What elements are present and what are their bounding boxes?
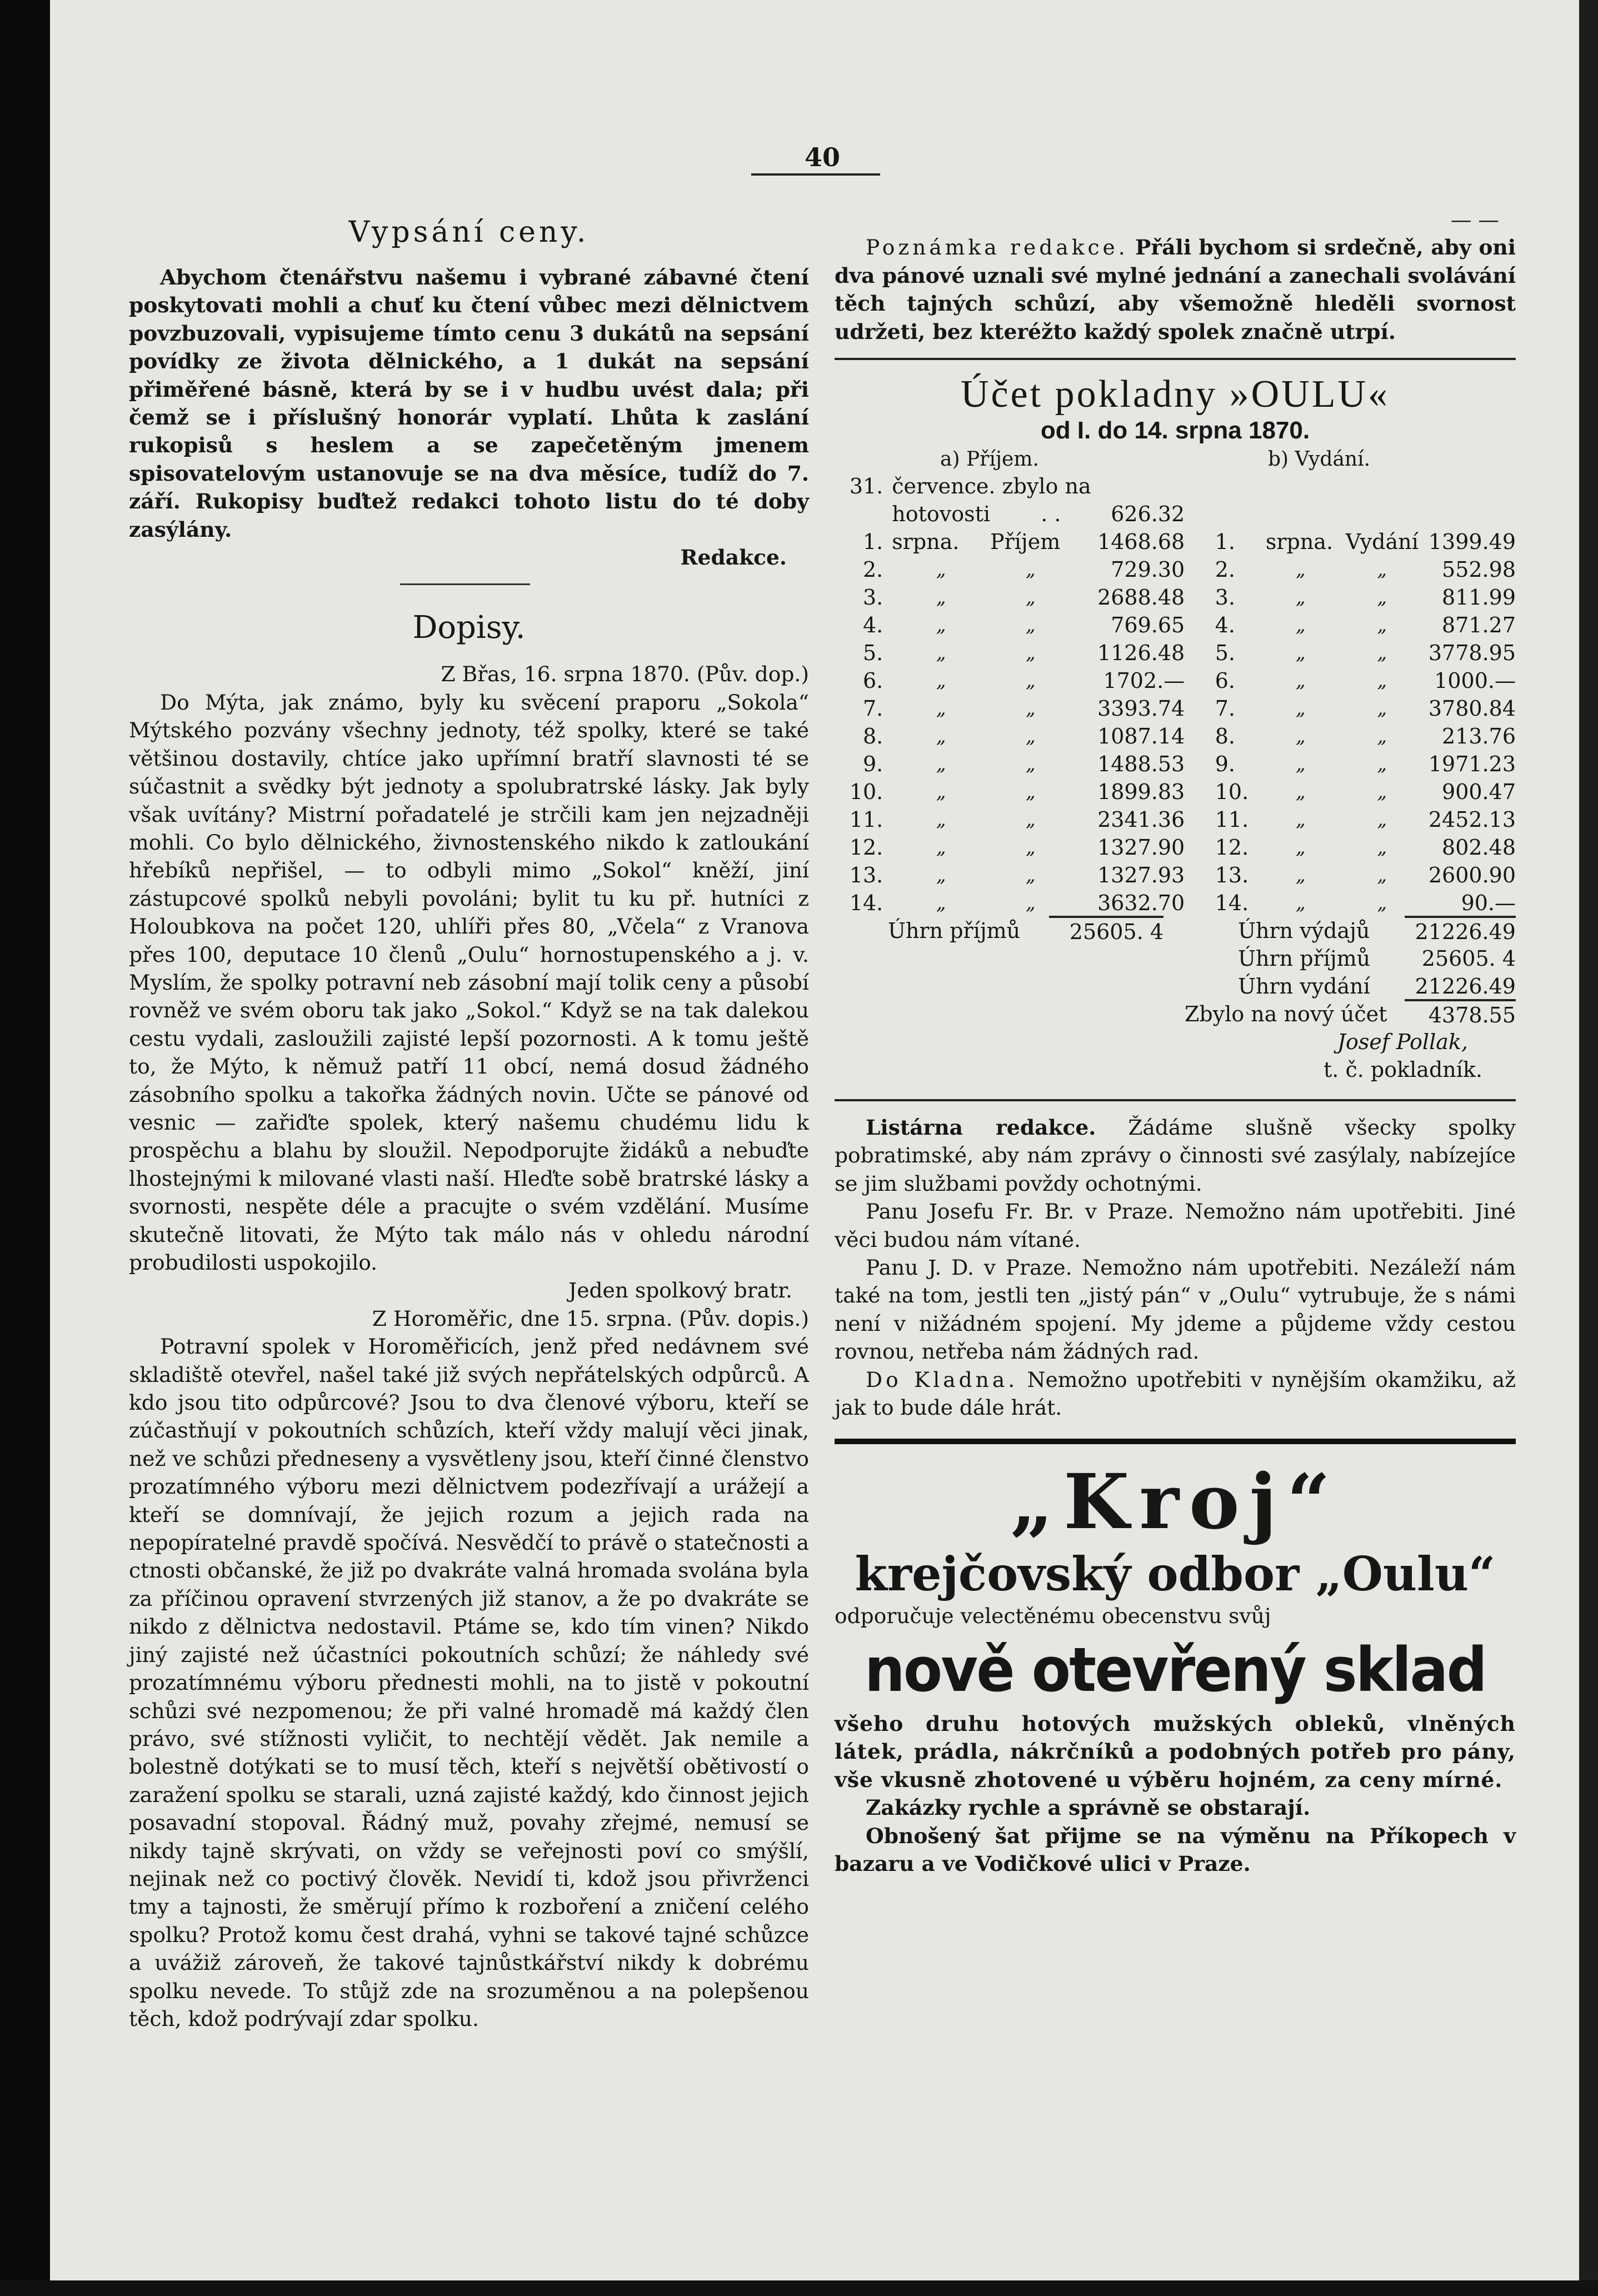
ledger-income-day: 14. bbox=[849, 891, 883, 916]
rule-before-ad bbox=[835, 1439, 1516, 1444]
page-number-rule bbox=[751, 173, 880, 176]
treasurer-name: Josef Pollak, bbox=[1337, 1030, 1468, 1055]
ledger-income-amount: 1488.53 bbox=[1097, 752, 1185, 777]
ucet-subtitle: od I. do 14. srpna 1870. bbox=[1040, 417, 1310, 445]
ledger-income-type: „ bbox=[1025, 614, 1036, 637]
ledger-income-amount: 1468.68 bbox=[1097, 530, 1185, 555]
ledger-expense-month: „ bbox=[1296, 614, 1306, 637]
ledger-income-day: 6. bbox=[863, 668, 883, 693]
ledger-income-month: „ bbox=[936, 864, 946, 887]
ad-odbor-line: krejčovský odbor „Oulu“ bbox=[855, 1546, 1496, 1601]
listarna-head: Listárna redakce. bbox=[866, 1115, 1096, 1140]
ledger-income-month: „ bbox=[936, 558, 946, 581]
ledger-expense-type: „ bbox=[1377, 586, 1387, 609]
ledger-expense-month: „ bbox=[1296, 558, 1306, 581]
ledger-row bbox=[835, 889, 1516, 917]
ledger-expense-amount: 871.27 bbox=[1442, 613, 1516, 638]
advertisement bbox=[835, 1458, 1516, 1878]
listarna-p1 bbox=[835, 1114, 1516, 1197]
ucet-title: Účet pokladny »OULU« bbox=[960, 373, 1390, 416]
ledger-income-day: 12. bbox=[849, 835, 883, 860]
ledger-expense-day: 11. bbox=[1215, 807, 1249, 832]
ledger-expense-day: 10. bbox=[1215, 780, 1249, 805]
ledger-expense-amount: 802.48 bbox=[1442, 835, 1516, 860]
ledger-expense-type: Vydání bbox=[1345, 530, 1419, 555]
ad-line1: odporučuje velectěnému obecenstvu svůj bbox=[835, 1603, 1271, 1628]
page-number: 40 bbox=[804, 142, 840, 172]
poznamka-label: Poznámka redakce. bbox=[866, 235, 1128, 260]
rule-before-listarna bbox=[835, 1099, 1516, 1101]
ledger-expense-type: „ bbox=[1377, 670, 1387, 692]
ledger-gap bbox=[1185, 667, 1215, 695]
ledger-income-month: „ bbox=[936, 642, 946, 665]
ledger-expense-amount: 2452.13 bbox=[1428, 807, 1516, 832]
ledger-expense-amount: 213.76 bbox=[1442, 724, 1516, 749]
opening-amount: 626.32 bbox=[1111, 502, 1185, 527]
ledger-gap bbox=[1185, 778, 1215, 806]
ledger-income-amount: 769.65 bbox=[1111, 613, 1185, 638]
ledger-income-amount: 1327.93 bbox=[1097, 863, 1185, 888]
ledger-gap bbox=[1185, 528, 1215, 556]
ledger-expense-type: „ bbox=[1377, 642, 1387, 665]
ledger-income-type: „ bbox=[1025, 586, 1036, 609]
ledger-income-type: „ bbox=[1025, 781, 1036, 803]
expense-head: b) Vydání. bbox=[1268, 448, 1371, 471]
ledger-expense-day: 14. bbox=[1215, 891, 1249, 916]
ledger-row bbox=[835, 833, 1516, 861]
ledger-expense-month: „ bbox=[1296, 586, 1306, 609]
ledger-expense-month: „ bbox=[1296, 781, 1306, 803]
ledger-expense-amount: 900.47 bbox=[1442, 780, 1516, 805]
summary-expense-label: Úhrn vydání bbox=[1238, 974, 1370, 999]
ledger-income-amount: 1126.48 bbox=[1097, 641, 1185, 666]
ledger-row bbox=[835, 611, 1516, 639]
ledger-row bbox=[835, 556, 1516, 583]
ledger-gap bbox=[1185, 889, 1215, 917]
right-column bbox=[835, 206, 1516, 1878]
ledger-income-amount: 3632.70 bbox=[1097, 891, 1185, 916]
ledger-income-amount: 3393.74 bbox=[1097, 696, 1185, 721]
dash-separator: — — bbox=[1450, 207, 1499, 232]
ledger-income-day: 5. bbox=[863, 641, 883, 666]
ledger-expense-amount: 2600.90 bbox=[1428, 863, 1516, 888]
ledger-expense-amount: 3778.95 bbox=[1428, 641, 1516, 666]
ledger-expense-day: 12. bbox=[1215, 835, 1249, 860]
ledger-income-day: 2. bbox=[863, 557, 883, 582]
ledger-expense-month: „ bbox=[1296, 864, 1306, 887]
ledger-expense-type: „ bbox=[1377, 808, 1387, 831]
ledger-expense-amount: 1000.— bbox=[1434, 668, 1516, 693]
left-column bbox=[129, 206, 809, 2033]
ledger-income-type: „ bbox=[1025, 753, 1036, 776]
ledger-income-month: „ bbox=[936, 697, 946, 720]
treasurer-role: t. č. pokladník. bbox=[1324, 1057, 1482, 1082]
listarna-p4 bbox=[835, 1366, 1516, 1422]
ad-sklad-headline: nově otevřený sklad bbox=[864, 1634, 1486, 1705]
ad-p2: Zakázky rychle a správně se obstarají. bbox=[866, 1795, 1311, 1820]
dopisy-title: Dopisy. bbox=[412, 610, 526, 646]
ledger-expense-month: „ bbox=[1296, 836, 1306, 859]
ledger-gap bbox=[1185, 861, 1215, 889]
ledger-expense-type: „ bbox=[1377, 836, 1387, 859]
rule-before-ucet bbox=[835, 358, 1516, 360]
ad-body: všeho druhu hotových mužských obleků, vlněných látek, prádla, nákrčníků a podobných potřeb pro pány, vše vkusně zhotovené u výběru hojném, za ceny mírné. bbox=[835, 1711, 1516, 1792]
ledger-expense-day: 9. bbox=[1215, 752, 1235, 777]
total-income: 25605. 4 bbox=[1049, 916, 1163, 946]
ledger-income-month: „ bbox=[936, 586, 946, 609]
summary-income-label: Úhrn příjmů bbox=[1238, 946, 1371, 971]
ledger-gap bbox=[1185, 722, 1215, 750]
ledger-expense-amount: 90.— bbox=[1461, 891, 1516, 916]
ledger-gap bbox=[1185, 750, 1215, 778]
ledger-income-day: 3. bbox=[863, 585, 883, 610]
ledger-income-day: 1. bbox=[863, 530, 883, 555]
ledger-income-type: „ bbox=[1025, 864, 1036, 887]
ledger-income-month: „ bbox=[936, 781, 946, 803]
ledger-income-month: „ bbox=[936, 670, 946, 692]
ledger-expense-amount: 552.98 bbox=[1442, 557, 1516, 582]
ledger-expense-day: 4. bbox=[1215, 613, 1235, 638]
ledger-gap bbox=[1185, 639, 1215, 667]
ledger-expense-month: „ bbox=[1296, 725, 1306, 748]
ledger-income-month: „ bbox=[936, 725, 946, 748]
ledger-row bbox=[835, 806, 1516, 833]
ledger-expense-month: srpna. bbox=[1265, 530, 1334, 555]
ad-kroj-title: „Kroj“ bbox=[1010, 1457, 1341, 1546]
letter1-text: Do Mýta, jak známo, byly ku svěcení praporu „Sokola“ Mýtského pozvány všechny jednoty, též spolky, které se také většinou dostavily, chtíce jako upřímní bratří slavnosti té se súčastnit a svědky být jednoty a spolubratrské lásky. Jak byly však uvítány? Mistrní pořadatelé je strčili kam jen nejzadněji mohli. Co bylo dělnického, živnostenského nikdo k zatloukání hřebíků nepřišel, — to odbyli mimo „Sokol“ kněží, jiní zástupcové spolků nebyli povoláni; bylit tu ku př. hutníci z Holoubkova na počet 120, uhlíři přes 80, „Včela“ z Vranova přes 100, deputace 10 členů „Oulu“ hornostupenského a j. v. Myslím, že spolky potravní neb zásobní mají tolik ceny a působí rovněž ve svém oboru tak jako „Sokol.“ Když se na tak dalekou cestu vydali, zasloužili zajisté lepší pozornosti. A k tomu ještě to, že Mýto, k němuž patří 11 obcí, nemá dosud žádného zásobního spolku a takořka žádných novin. Učte se pánové od vesnic — zařiďte spolek, který našemu chudému lidu k prospěchu a blahu by sloužil. Nepodporujte židáků a nebuďte lhostejnými k milované vlasti naší. Hleďte sobě bratrské lásky a svornosti, nespěte déle a pracujte o svém vzdělání. Musíme skutečně litovati, že Mýto tak málo nás v ohledu národní probudilosti uspokojilo. bbox=[129, 690, 809, 1275]
ledger-gap bbox=[1185, 583, 1215, 611]
ledger-row bbox=[835, 750, 1516, 778]
listarna-p4-text: Nemožno upotřebiti v nynějším okamžiku, až jak to bude dále hrát. bbox=[835, 1367, 1516, 1420]
ledger-income-day: 13. bbox=[849, 863, 883, 888]
ledger-expense-type: „ bbox=[1377, 725, 1387, 748]
ledger-income-day: 9. bbox=[863, 752, 883, 777]
total-expense: 21226.49 bbox=[1405, 916, 1516, 946]
ledger-income-type: „ bbox=[1025, 558, 1036, 581]
ledger-income-day: 4. bbox=[863, 613, 883, 638]
ledger-income-amount: 1702.— bbox=[1103, 668, 1185, 693]
ledger-expense-amount: 1399.49 bbox=[1428, 530, 1516, 555]
ledger-totals-row bbox=[835, 917, 1516, 945]
ledger-income-type: „ bbox=[1025, 642, 1036, 665]
ledger-income-type: „ bbox=[1025, 697, 1036, 720]
scan-right-border bbox=[1579, 0, 1598, 2296]
ad-p3: Obnošený šat přijme se na výměnu na Příkopech v bazaru a ve Vodičkové ulici v Praze. bbox=[835, 1823, 1516, 1876]
ledger-opening-row bbox=[835, 472, 1516, 500]
section-divider bbox=[400, 583, 530, 585]
ledger-row bbox=[835, 695, 1516, 722]
summary-expense-row bbox=[835, 972, 1516, 1000]
ledger-row bbox=[835, 583, 1516, 611]
listarna-p2: Panu Josefu Fr. Br. v Praze. Nemožno nám upotřebiti. Jiné věci budou nám vítané. bbox=[835, 1199, 1516, 1252]
ledger-income-day: 10. bbox=[849, 780, 883, 805]
ledger-expense-amount: 1971.23 bbox=[1428, 752, 1516, 777]
ledger-expense-day: 3. bbox=[1215, 585, 1235, 610]
ledger-expense-type: „ bbox=[1377, 864, 1387, 887]
opening-label-2: hotovosti bbox=[892, 502, 991, 527]
balance: 4378.55 bbox=[1405, 999, 1516, 1029]
ledger-expense-type: „ bbox=[1377, 558, 1387, 581]
balance-row bbox=[835, 1000, 1516, 1028]
ledger-income-month: srpna. bbox=[892, 530, 960, 555]
listarna-p3: Panu J. D. v Praze. Nemožno nám upotřebiti. Nezáleží nám také na tom, jestli ten „jistý pán“ v „Oulu“ vytrubuje, že s námi není v nižádném spojení. My jdeme a půjdeme vždy cestou rovnou, netřeba nám žádných rad. bbox=[835, 1255, 1516, 1364]
ledger-gap bbox=[1185, 695, 1215, 722]
ledger-gap bbox=[1185, 556, 1215, 583]
scan-left-border bbox=[0, 0, 50, 2296]
ledger-income-amount: 2341.36 bbox=[1097, 807, 1185, 832]
ledger-income-type: Příjem bbox=[990, 530, 1061, 555]
ledger-income-type: „ bbox=[1025, 892, 1036, 915]
ledger-expense-month: „ bbox=[1296, 753, 1306, 776]
ledger-expense-day: 8. bbox=[1215, 724, 1235, 749]
ledger-income-amount: 1087.14 bbox=[1097, 724, 1185, 749]
vypsani-text: Abychom čtenářstvu našemu i vybrané zábavné čtení poskytovati mohli a chuť ku čtení vůbec mezi dělnictvem povzbuzovali, vypisujeme tímto cenu 3 dukátů na sepsání povídky ze života dělnického, a 1 dukát na sepsání přiměřené básně, která by se i v hudbu uvést dala; při čemž se i příslušný honorár vyplatí. Lhůta k zaslání rukopisů s heslem a se zapečetěným jmenem spisovatelovým ustanovuje se na dva měsíce, tudíž do 7. září. Rukopisy buďtež redakci tohoto listu do té doby zasýlány. bbox=[129, 265, 809, 542]
total-expense-label: Úhrn výdajů bbox=[1238, 919, 1370, 944]
ledger-income-amount: 2688.48 bbox=[1097, 585, 1185, 610]
opening-label: července. zbylo na bbox=[892, 474, 1091, 499]
ledger-expense-month: „ bbox=[1296, 808, 1306, 831]
total-income-label: Úhrn příjmů bbox=[888, 919, 1021, 944]
ledger-income-month: „ bbox=[936, 614, 946, 637]
ledger-expense-day: 2. bbox=[1215, 557, 1235, 582]
letter1-heading: Z Břas, 16. srpna 1870. (Pův. dop.) bbox=[441, 662, 809, 687]
ledger-expense-type: „ bbox=[1377, 892, 1387, 915]
poznamka-redakce bbox=[835, 233, 1516, 346]
ledger-gap bbox=[1185, 806, 1215, 833]
balance-label: Zbylo na nový účet bbox=[1185, 1002, 1387, 1027]
ledger-expense-month: „ bbox=[1296, 892, 1306, 915]
ucet-column-heads bbox=[835, 445, 1516, 472]
ledger-row bbox=[835, 667, 1516, 695]
ledger-income-month: „ bbox=[936, 753, 946, 776]
ledger-income-day: 8. bbox=[863, 724, 883, 749]
ledger-opening-row-2 bbox=[835, 500, 1516, 528]
vypsani-title: Vypsání ceny. bbox=[348, 216, 590, 249]
summary-expense: 21226.49 bbox=[1415, 974, 1516, 999]
ledger-expense-type: „ bbox=[1377, 614, 1387, 637]
ledger-expense-day: 7. bbox=[1215, 696, 1235, 721]
ledger-expense-type: „ bbox=[1377, 753, 1387, 776]
ledger-income-type: „ bbox=[1025, 836, 1036, 859]
opening-num: 31. bbox=[849, 474, 883, 499]
letter1-signature: Jeden spolkový bratr. bbox=[568, 1278, 792, 1303]
listarna-p1-text: Žádáme slušně všecky spolky pobratimské, aby nám zprávy o činnosti své zasýlaly, nabízejíce se jim službami povždy ochotnými. bbox=[835, 1115, 1516, 1196]
ledger-expense-day: 6. bbox=[1215, 668, 1235, 693]
ledger-expense-month: „ bbox=[1296, 642, 1306, 665]
opening-dots: . . bbox=[1041, 502, 1061, 527]
letter2-heading: Z Horoměřic, dne 15. srpna. (Pův. dopis.) bbox=[372, 1306, 809, 1331]
ledger-expense-day: 13. bbox=[1215, 863, 1249, 888]
ledger-row bbox=[835, 778, 1516, 806]
poznamka-text: Přáli bychom si srdečně, aby oni dva pánové uznali své mylné jednání a zanechali svolávání těch tajných schůzí, aby všemožně hleděli svornost udržeti, bez kteréžto každý spolek značně utrpí. bbox=[835, 235, 1516, 344]
ledger-income-month: „ bbox=[936, 808, 946, 831]
ledger-income-type: „ bbox=[1025, 670, 1036, 692]
ledger-expense-day: 1. bbox=[1215, 530, 1235, 555]
ledger-income-amount: 1899.83 bbox=[1097, 780, 1185, 805]
summary-income-row bbox=[835, 945, 1516, 972]
ledger-expense-amount: 811.99 bbox=[1442, 585, 1516, 610]
income-head: a) Příjem. bbox=[940, 448, 1039, 471]
listarna-p4-label: Do Kladna. bbox=[866, 1367, 1018, 1392]
ledger-income-day: 7. bbox=[863, 696, 883, 721]
ledger-gap bbox=[1185, 833, 1215, 861]
ledger-income-amount: 729.30 bbox=[1111, 557, 1185, 582]
vypsani-signature: Redakce. bbox=[680, 545, 787, 570]
ledger-expense-month: „ bbox=[1296, 697, 1306, 720]
ledger-row bbox=[835, 861, 1516, 889]
ledger-income-type: „ bbox=[1025, 725, 1036, 748]
scan-bottom-border bbox=[0, 2280, 1598, 2296]
letter2-text: Potravní spolek v Horoměřicích, jenž před nedávnem své skladiště otevřel, našel také již svých nepřátelských odpůrců. A kdo jsou tito odpůrcové? Jsou to dva členové výboru, kteří se zúčastňují v pokoutních schůzích, kteří vždy malují věci jinak, než ve schůzi předneseny a vysvětleny jsou, kteří činné členstvo prozatímného výboru mezi dělnictvem podezřívají a urážejí a kteří se domnívají, že jejich rozum a jejich rada na nepopíratelné pravdě spočívá. Nesvědčí to právě o statečnosti a ctnosti občanské, že již po dvakráte valná hromada svolána byla za příčinou opravení stvrzených již stanov, a že po dvakráte se nikdo z dělnictva nedostavil. Ptáme se, kdo tím vinen? Nikdo jiný zajisté než účastníci pokoutních schůzí; že náhledy své prozatímnému výboru přednesti mohli, na to jistě v pokoutní schůzi své nezpomenou; že při valné hromadě má každý člen právo, své stížnosti vyličit, to nechtějí vědět. Jak nemile a bolestně dotýkati se to musí těch, kteří s největší obětivostí o zaražení spolku se starali, uzná zajisté každý, kdo činnost jejich posavadní stopoval. Řádný muž, povahy zřejmé, nemusí se nikdy tajně skrývati, on vždy se veřejnosti poví co smýšlí, nejinak než co poctivý člověk. Nevidí ti, kdož jsou přivrženci tmy a tajnosti, že směrují přímo k rozboření a zničení celého spolku? Protož komu čest drahá, vyhni se takové tajné schůzce a uvážiž zároveň, že takové tajnůstkářství nikdy k dobrému spolku nevede. To stůjž zde na srozuměnou a na polepšenou těch, kdož podrývají zdar spolku. bbox=[129, 1334, 809, 2031]
ledger-table bbox=[835, 472, 1516, 917]
ledger-income-amount: 1327.90 bbox=[1097, 835, 1185, 860]
ledger-expense-type: „ bbox=[1377, 781, 1387, 803]
ledger-expense-type: „ bbox=[1377, 697, 1387, 720]
ledger-income-day: 11. bbox=[849, 807, 883, 832]
ledger-income-month: „ bbox=[936, 892, 946, 915]
ledger-row bbox=[835, 639, 1516, 667]
ledger-expense-month: „ bbox=[1296, 670, 1306, 692]
ledger-gap bbox=[1185, 611, 1215, 639]
ledger-income-type: „ bbox=[1025, 808, 1036, 831]
ledger-expense-amount: 3780.84 bbox=[1428, 696, 1516, 721]
ledger-row bbox=[835, 528, 1516, 556]
ledger-income-month: „ bbox=[936, 836, 946, 859]
ledger-expense-day: 5. bbox=[1215, 641, 1235, 666]
summary-income: 25605. 4 bbox=[1421, 946, 1516, 971]
ledger-row bbox=[835, 722, 1516, 750]
